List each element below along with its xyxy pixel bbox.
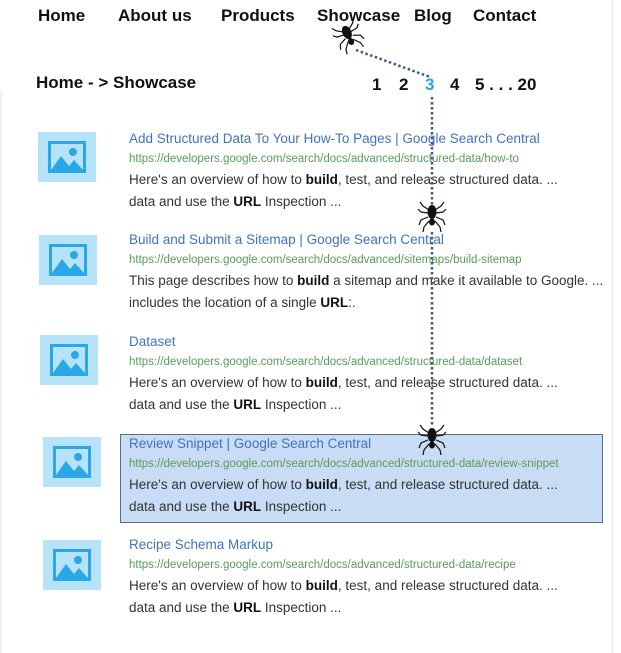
search-result (0, 536, 621, 632)
result-thumbnail (40, 335, 98, 385)
nav-item-contact[interactable]: Contact (473, 6, 537, 25)
result-snippet-line-2: data and use the URL Inspection ... (129, 397, 342, 412)
result-snippet-line-2: includes the location of a single URL:. (129, 295, 356, 310)
page-link-5-to-20[interactable]: 5 . . . 20 (475, 75, 537, 94)
nav-item-about-us[interactable]: About us (118, 6, 192, 25)
page-link-3-active[interactable]: 3 (425, 75, 435, 94)
spider-icon (417, 423, 447, 457)
nav-item-blog[interactable]: Blog (414, 6, 452, 25)
result-title-link[interactable]: Dataset (129, 334, 176, 349)
result-url: https://developers.google.com/search/docs/advanced/structured-data/recipe (129, 559, 516, 571)
result-snippet-line-1: Here's an overview of how to build, test, and release structured data. ... (129, 477, 558, 492)
page-link-4[interactable]: 4 (450, 75, 460, 94)
page-link-1[interactable]: 1 (372, 75, 382, 94)
breadcrumb: Home - > Showcase (36, 73, 197, 92)
result-thumbnail (43, 437, 101, 487)
result-snippet-line-2: data and use the URL Inspection ... (129, 194, 342, 209)
nav-item-showcase[interactable]: Showcase (317, 6, 401, 25)
result-url: https://developers.google.com/search/docs/advanced/sitemaps/build-sitemap (129, 254, 522, 266)
image-placeholder-icon (53, 446, 91, 478)
result-snippet-line-1: Here's an overview of how to build, test, and release structured data. ... (129, 172, 558, 187)
result-thumbnail (39, 235, 97, 285)
page-link-2[interactable]: 2 (399, 75, 409, 94)
image-placeholder-icon (53, 549, 91, 581)
result-snippet-line-2: data and use the URL Inspection ... (129, 600, 342, 615)
result-snippet-line-2: data and use the URL Inspection ... (129, 499, 342, 514)
result-title-link[interactable]: Recipe Schema Markup (129, 537, 274, 552)
result-snippet-line-1: Here's an overview of how to build, test, and release structured data. ... (129, 375, 558, 390)
image-placeholder-icon (50, 344, 88, 376)
image-placeholder-icon (48, 141, 86, 173)
top-navigation (0, 6, 621, 30)
result-url: https://developers.google.com/search/docs/advanced/structured-data/review-snippet (129, 458, 559, 470)
search-result (0, 333, 621, 429)
image-placeholder-icon (49, 244, 87, 276)
search-result (0, 130, 621, 226)
nav-item-home[interactable]: Home (38, 6, 86, 25)
result-thumbnail (38, 132, 96, 182)
search-result (0, 231, 621, 327)
result-title-link[interactable]: Add Structured Data To Your How-To Pages | Google Search Central (129, 131, 540, 146)
nav-item-products[interactable]: Products (221, 6, 295, 25)
result-snippet-line-1: Here's an overview of how to build, test, and release structured data. ... (129, 578, 558, 593)
search-result-highlighted (0, 435, 621, 531)
result-title-link[interactable]: Build and Submit a Sitemap | Google Search Central (129, 232, 444, 247)
spider-icon (417, 200, 447, 234)
result-title-link[interactable]: Review Snippet | Google Search Central (129, 436, 372, 451)
result-thumbnail (43, 540, 101, 590)
result-snippet-line-1: This page describes how to build a sitemap and make it available to Google. ... (129, 273, 604, 288)
result-url: https://developers.google.com/search/docs/advanced/structured-data/dataset (129, 356, 523, 368)
result-url: https://developers.google.com/search/docs/advanced/structured-data/how-to (129, 153, 519, 165)
